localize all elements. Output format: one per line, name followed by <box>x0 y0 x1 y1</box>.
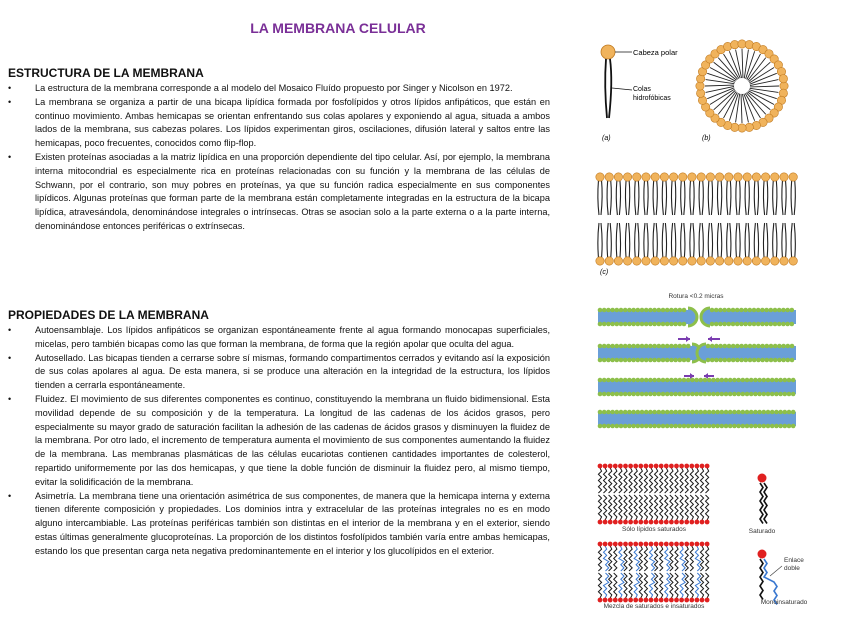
saturation-figure <box>594 458 834 618</box>
monounsaturated-lipid-icon <box>758 550 783 605</box>
tail-label: Colas <box>633 86 651 93</box>
figure-label: (a) <box>602 135 611 142</box>
figures-column <box>590 0 848 636</box>
list-item: • Autosellado. Las bicapas tienden a cerrarse sobre sí mismas, formando compartimentos cerrados y evitando así la exposición de sus colas apolares al agua. De esta manera, si se produce una alteración en la integridad de la estructura, los lípidos tienden a cerrarla espontáneamente. <box>8 352 550 393</box>
saturated-lipid-icon <box>758 474 768 524</box>
phospholipid-micelle-figure <box>592 36 802 148</box>
rupture-label: Rotura <0.2 micras <box>668 293 724 300</box>
section-heading: PROPIEDADES DE LA MEMBRANA <box>8 308 209 322</box>
head-label: Cabeza polar <box>633 48 678 57</box>
tail-label: hidrofóbicas <box>633 95 671 102</box>
bullet-list <box>8 82 550 234</box>
section-structure <box>8 66 550 234</box>
page-title: LA MEMBRANA CELULAR <box>250 20 426 36</box>
section-heading: ESTRUCTURA DE LA MEMBRANA <box>8 66 204 80</box>
saturated-caption: Sólo lípidos saturados <box>622 526 686 533</box>
lipid-bilayer-icon <box>596 173 798 265</box>
list-item: • La estructura de la membrana corresponde a al modelo del Mosaico Fluído propuesto por Singer y Nicolson en 1972. <box>8 82 550 96</box>
double-bond-label: Enlace <box>784 557 804 564</box>
bilayer-rupture-icon <box>598 308 796 429</box>
saturated-bilayer-icon <box>598 464 710 525</box>
mixed-caption: Mezcla de saturados e insaturados <box>603 603 705 610</box>
self-sealing-figure <box>594 288 804 438</box>
monounsaturated-label: Monoinsaturado <box>760 599 808 606</box>
list-item: • La membrana se organiza a partir de una bicapa lipídica formada por fosfolípidos y otros lípidos anfipáticos, que están en continuo movimiento. Ambas hemicapas se orientan enfrentando sus colas apolares y exponiendo al agua, situada a ambos lados de la membrana, sus cabezas polares. Los lípidos experimentan giros, oscilaciones, difusión lateral y saltos entre las hemicapas, poco frecuentes, conocidos como flip-flop. <box>8 96 550 151</box>
list-item: • Asimetría. La membrana tiene una orientación asimétrica de sus componentes, de manera que la hemicapa interna y externa tienen diferente composición y propiedades. Los dominios intra y extracelular de las proteínas integrales no es en modo alguno intercambiable. Las proteínas periféricas también son distintas en el interior de la membrana y en el exterior, siendo estas últimas generalmente glucoproteínas. La proporción de los distintos fosfolípidos también varía entre ambas hemicapas, estando los que presentan carga neta negativa predominantemente en el interior y los glucolípidos en el exterior. <box>8 490 550 559</box>
section-properties <box>8 308 550 559</box>
bilayer-figure <box>594 168 806 280</box>
figure-label: (c) <box>600 269 609 276</box>
double-bond-label: doble <box>784 565 800 572</box>
list-item: • Autoensamblaje. Los lípidos anfipáticos se organizan espontáneamente frente al agua formando monocapas superficiales, micelas, pero también bicapas como las que forman la membrana, de forma que la región apolar que oculta del agua. <box>8 324 550 352</box>
bullet-list <box>8 324 550 559</box>
saturated-label: Saturado <box>748 528 776 535</box>
micelle-icon <box>696 40 788 132</box>
list-item: • Fluidez. El movimiento de sus diferentes componentes es continuo, constituyendo la membrana un fluido bidimensional. Esta movilidad depende de su composición y de la temperatura. La longitud de las cadenas de los ácidos grasos, pero especialmente su mayor grado de saturación facilitan la adhesión de las cadenas de ácidos grasos y disminuyen la fluidez de la membrana. Por otro lado, el incremento de temperatura aumenta el movimiento de sus componentes aumentando la fluidez de la membrana. Las membranas plasmáticas de las células eucariotas contienen cantidades importantes de colesterol, repartido uniformemente por las dos hemicapas, y que tiene la doble función de disminuir la fluidez pero, al mismo tiempo, evitar la solidificación de la membrana. <box>8 393 550 490</box>
figure-label: (b) <box>702 135 711 142</box>
mixed-bilayer-icon <box>598 542 710 603</box>
list-item: • Existen proteínas asociadas a la matriz lipídica en una proporción dependiente del tipo celular. Así, por ejemplo, la membrana interna mitocondrial es especialmente rica en proteínas relacionadas con su función y la membrana de las células de Schwann, por el contrario, son muy pobres en proteínas, ya que su función radica especialmente en sus componentes lipídicos. Algunas proteínas que forman parte de la membrana están completamente integradas en la estructura de la bicapa lipídica, atravesándola, denominándose integrales o intrínsecas. Otras se asocian solo a la parte externa o a la parte interna, denominándose entonces periféricas o extrínsecas. <box>8 151 550 234</box>
polar-head-icon <box>601 45 615 59</box>
